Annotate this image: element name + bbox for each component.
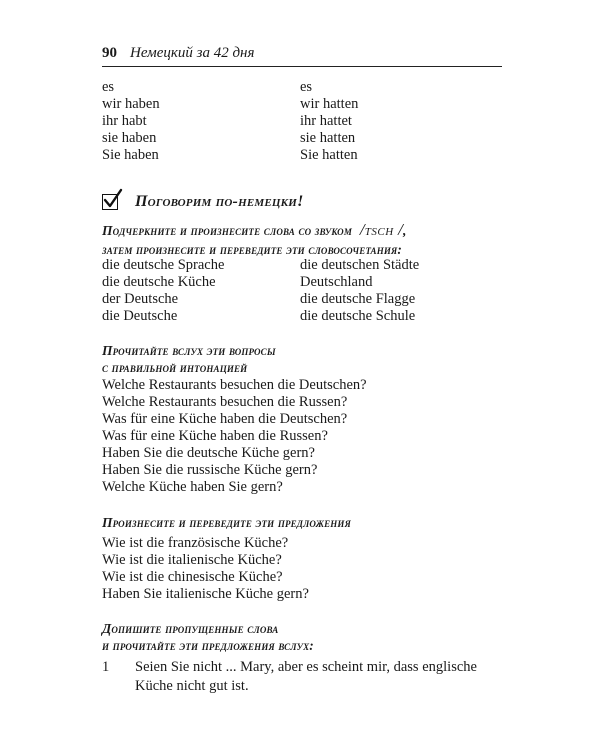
conjugation-row (102, 113, 502, 130)
speak-instruction-comma: , (402, 223, 407, 238)
question-line: Was für eine Küche haben die Deutschen? (102, 411, 348, 427)
question-line: Welche Restaurants besuchen die Russen? (102, 394, 348, 410)
phrase-row (102, 274, 502, 291)
questions-instruction (102, 342, 522, 376)
question-line: Haben Sie die deutsche Küche gern? (102, 445, 315, 461)
question-line: Haben Sie die russische Küche gern? (102, 462, 318, 478)
page-number: 90 (102, 45, 117, 61)
running-header (102, 44, 502, 67)
questions-list (102, 377, 522, 496)
conjugation-past: sie hatten (300, 130, 356, 146)
phonetic-symbol: TSCH (364, 226, 394, 238)
conjugation-present: Sie haben (102, 147, 159, 163)
conjugation-past: Sie hatten (300, 147, 358, 163)
fill-instruction (102, 620, 522, 654)
section-title-speak-german: Поговорим по-немецки! (135, 193, 304, 210)
speak-instruction-line2: затем произнесите и переведите эти словосочетания: (102, 242, 402, 257)
phrase-right: Deutschland (300, 274, 373, 290)
phrase-right: die deutsche Flagge (300, 291, 416, 307)
speak-instruction (102, 221, 522, 258)
phrase-row (102, 291, 502, 308)
conjugation-row (102, 147, 502, 164)
conjugation-present: ihr habt (102, 113, 147, 129)
phonetic-bracket-open: / (355, 220, 365, 239)
fill-instruction-line2: и прочитайте эти предложения вслух: (102, 638, 314, 653)
conjugation-row (102, 96, 502, 113)
checkmark-box-icon (102, 194, 118, 210)
phrase-table (102, 257, 502, 325)
sentence-line: Wie ist die chinesische Küche? (102, 569, 283, 585)
phrase-left: die deutsche Küche (102, 274, 216, 290)
question-line: Welche Küche haben Sie gern? (102, 479, 283, 495)
conjugation-past: es (300, 79, 313, 95)
running-head-title: Немецкий за 42 дня (130, 45, 255, 61)
phrase-left: die Deutsche (102, 308, 178, 324)
conjugation-table (102, 79, 502, 164)
sentence-line: Haben Sie italienische Küche gern? (102, 586, 309, 602)
conjugation-row (102, 130, 502, 147)
conjugation-present: wir haben (102, 96, 160, 112)
exercise-item-number: 1 (102, 659, 110, 675)
translate-instruction (102, 514, 522, 531)
phrase-row (102, 308, 502, 325)
conjugation-present: es (102, 79, 115, 95)
conjugation-past: wir hatten (300, 96, 359, 112)
question-line: Was für eine Küche haben die Russen? (102, 428, 328, 444)
phrase-right: die deutschen Städte (300, 257, 420, 273)
conjugation-row (102, 79, 502, 96)
sentence-line: Wie ist die italienische Küche? (102, 552, 282, 568)
phonetic-bracket-close: / (393, 220, 403, 239)
questions-instruction-line1: Прочитайте вслух эти вопросы (102, 343, 276, 358)
phrase-left: die deutsche Sprache (102, 257, 225, 273)
phrase-right: die deutsche Schule (300, 308, 416, 324)
conjugation-present: sie haben (102, 130, 157, 146)
translate-instruction-line: Произнесите и переведите эти предложения (102, 515, 351, 530)
questions-instruction-line2: с правильной интонацией (102, 360, 248, 375)
phrase-row (102, 257, 502, 274)
sentences-list (102, 535, 522, 603)
fill-instruction-line1: Допишите пропущенные слова (102, 621, 279, 636)
speak-instruction-text: Подчеркните и произнесите слова со звуком (102, 223, 352, 238)
conjugation-past: ihr hattet (300, 113, 352, 129)
question-line: Welche Restaurants besuchen die Deutschen? (102, 377, 367, 393)
sentence-line: Wie ist die französische Küche? (102, 535, 289, 551)
phrase-left: der Deutsche (102, 291, 179, 307)
exercise-item-text: Seien Sie nicht ... Mary, aber es scheint mir, dass englische Küche nicht gut ist. (135, 659, 477, 694)
speak-instruction-line1 (102, 221, 522, 241)
